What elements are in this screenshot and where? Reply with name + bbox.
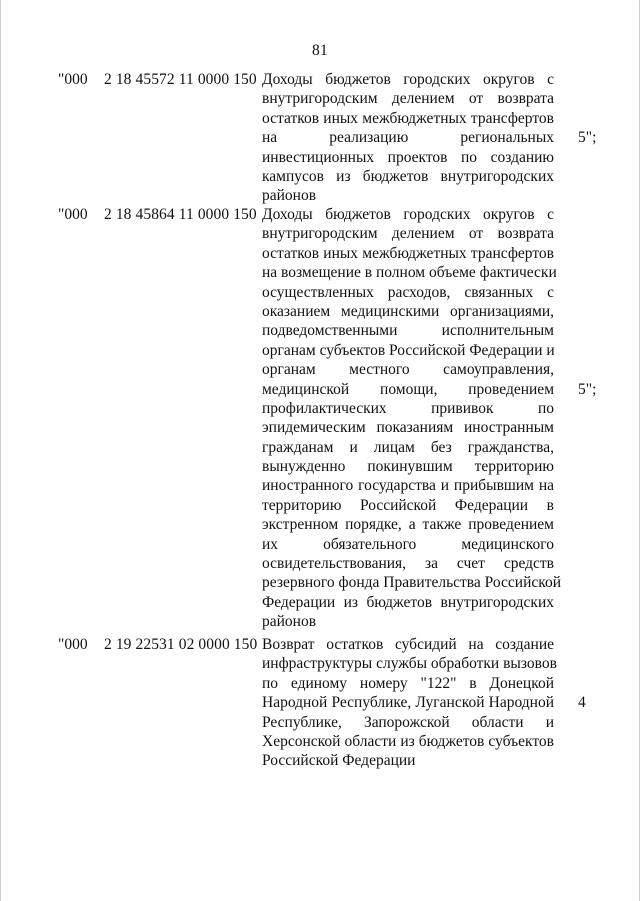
description-line: органам субъектов Российской Федерации и: [262, 341, 555, 359]
row-description: [262, 635, 557, 771]
description-line: Возврат остатков субсидий на создание: [262, 636, 554, 653]
description-line: эпидемическим показаниям иностранным: [262, 419, 554, 437]
row-description: [262, 205, 562, 632]
description-line: осуществленных расходов, связанных с: [262, 283, 554, 301]
scan-left-edge: [0, 0, 1, 901]
row-value: 5";: [578, 129, 597, 147]
row-budget-code: 2 18 45864 11 0000 150: [104, 206, 257, 223]
row-admin-code: "000: [58, 71, 88, 88]
description-line: территорию Российской Федерации в: [262, 496, 554, 514]
row-value: 4: [578, 694, 586, 712]
description-line: Российской Федерации: [262, 752, 416, 770]
description-line: Доходы бюджетов городских округов с: [262, 206, 554, 223]
description-line: экстренном порядке, а также проведением: [262, 516, 554, 534]
description-line: подведомственными исполнительным: [262, 322, 554, 340]
description-line: на реализацию региональных: [262, 129, 554, 147]
description-line: органам местного самоуправления,: [262, 361, 554, 379]
description-line: на возмещение в полном объеме фактически: [262, 264, 557, 282]
row-value: 5";: [578, 380, 597, 398]
description-line: районов: [262, 613, 317, 631]
description-line: Республике, Запорожской области и: [262, 713, 554, 731]
row-admin-code: "000: [58, 206, 88, 223]
row-admin-code: "000: [58, 636, 88, 653]
description-line: остатков иных межбюджетных трансфертов: [262, 244, 554, 262]
description-line: Херсонской области из бюджетов субъектов: [262, 732, 554, 750]
description-line: Доходы бюджетов городских округов с: [262, 71, 554, 88]
page-number: 81: [312, 42, 328, 59]
description-line: гражданам и лицам без гражданства,: [262, 438, 554, 456]
description-line: внутригородским делением от возврата: [262, 90, 554, 108]
description-line: районов: [262, 187, 317, 205]
row-budget-code: 2 18 45572 11 0000 150: [104, 71, 257, 88]
description-line: остатков иных межбюджетных трансфертов: [262, 109, 554, 127]
description-line: резервного фонда Правительства Российской: [262, 574, 562, 592]
description-line: по единому номеру "122" в Донецкой: [262, 674, 554, 692]
description-line: освидетельствования, за счет средств: [262, 555, 554, 573]
description-line: кампусов из бюджетов внутригородских: [262, 167, 554, 185]
description-line: Народной Республике, Луганской Народной: [262, 694, 554, 712]
description-line: иностранного государства и прибывшим на: [262, 477, 554, 495]
description-line: вынужденно покинувшим территорию: [262, 458, 554, 476]
row-budget-code: 2 19 22531 02 0000 150: [104, 636, 258, 653]
description-line: их обязательного медицинского: [262, 535, 554, 553]
description-line: инвестиционных проектов по созданию: [262, 148, 554, 166]
description-line: внутригородским делением от возврата: [262, 225, 554, 243]
description-line: Федерации из бюджетов внутригородских: [262, 593, 554, 611]
row-description: [262, 70, 554, 206]
description-line: медицинской помощи, проведением: [262, 380, 554, 398]
description-line: оказанием медицинскими организациями,: [262, 302, 554, 320]
description-line: инфраструктуры службы обработки вызовов: [262, 655, 557, 673]
description-line: профилактических прививок по: [262, 399, 554, 417]
